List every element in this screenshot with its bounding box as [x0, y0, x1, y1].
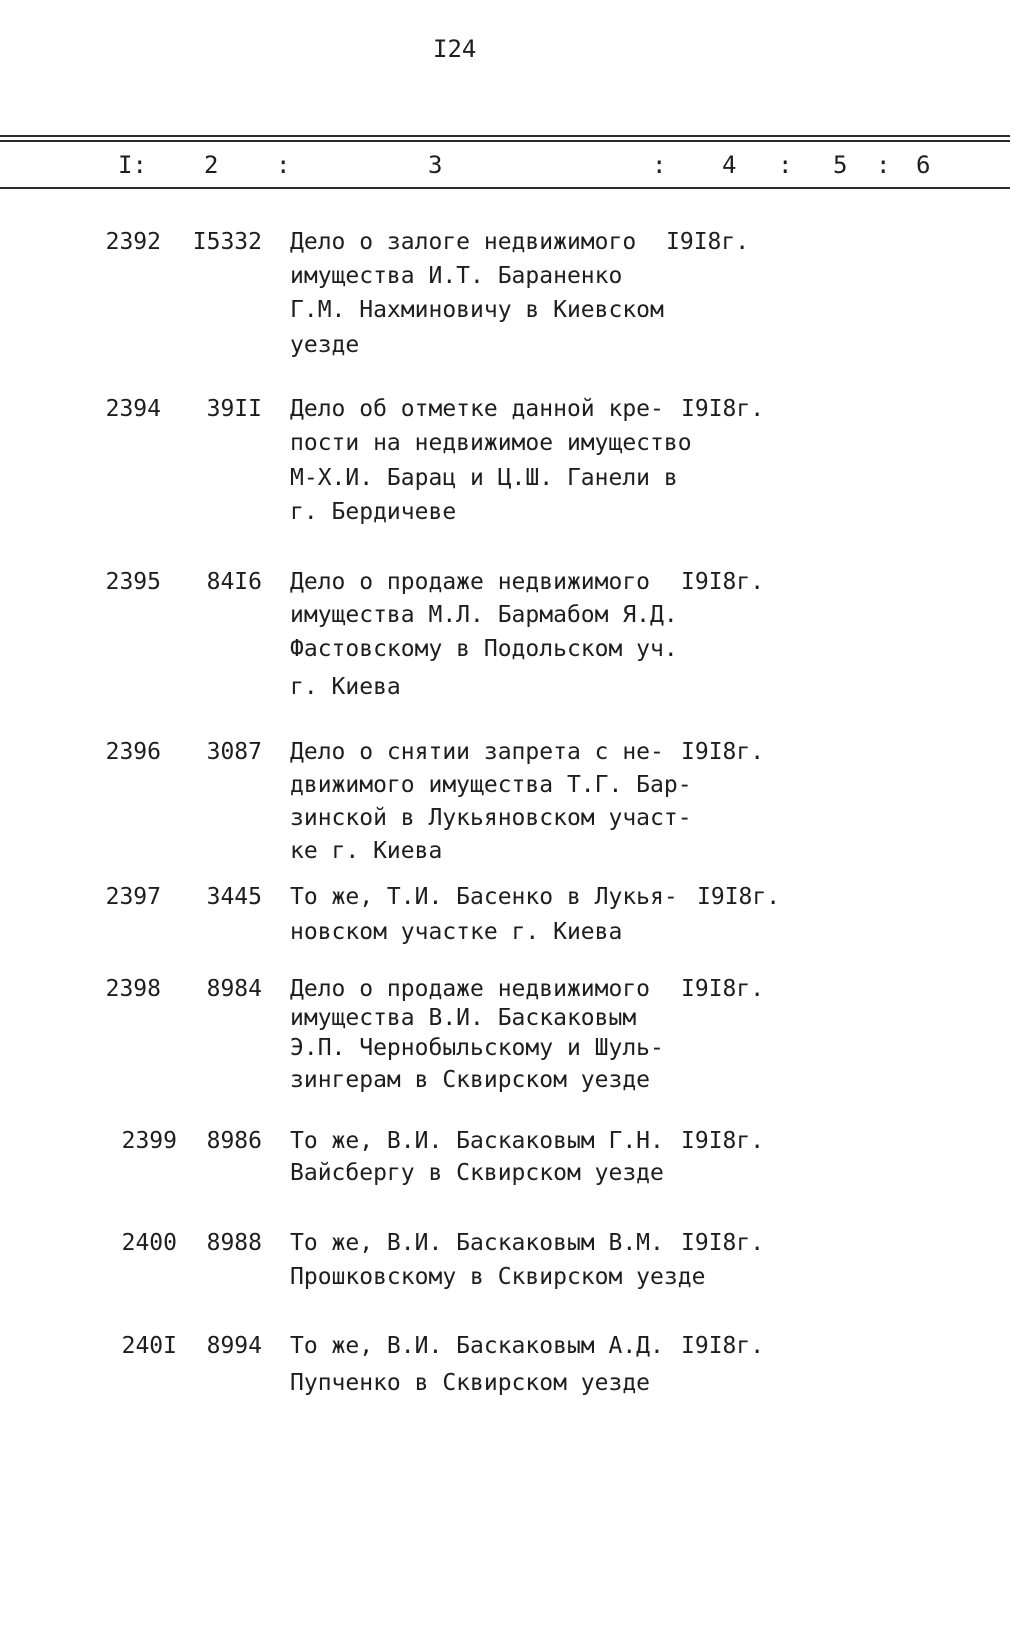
column-header-4: 4 — [722, 151, 737, 179]
entry-title-line: имущества И.Т. Бараненко — [290, 263, 623, 289]
column-header-2: 2 — [204, 151, 219, 179]
entry-year: I9I8г. — [681, 396, 765, 422]
column-header-3: 3 — [428, 151, 443, 179]
case-number: 8988 — [206, 1230, 262, 1256]
entry-year: I9I8г. — [681, 739, 765, 765]
entry-title-line: Дело о продаже недвижимого — [290, 569, 651, 595]
entry-number: 2398 — [105, 976, 161, 1002]
entry-number: 2400 — [121, 1230, 177, 1256]
page-number: I24 — [433, 35, 477, 63]
case-number: 8984 — [206, 976, 262, 1002]
entry-title-line: Пупченко в Сквирском уезде — [290, 1370, 651, 1396]
entry-year: I9I8г. — [681, 976, 765, 1002]
entry-title-line: Дело о продаже недвижимого — [290, 976, 651, 1002]
column-separator: : — [778, 151, 793, 179]
entry-year: I9I8г. — [681, 1128, 765, 1154]
column-header-6: 6 — [916, 151, 931, 179]
entry-year: I9I8г. — [681, 1230, 765, 1256]
entry-title-line: Э.П. Чернобыльскому и Шуль- — [290, 1035, 664, 1061]
case-number: 8994 — [206, 1333, 262, 1359]
entry-title-line: Фастовскому в Подольском уч. — [290, 636, 678, 662]
entry-year: I9I8г. — [681, 1333, 765, 1359]
entry-year: I9I8г. — [681, 569, 765, 595]
case-number: 3445 — [206, 884, 262, 910]
case-number: 84I6 — [206, 569, 262, 595]
entry-title-line: г. Киева — [290, 674, 401, 700]
header-rule-top-second — [0, 140, 1010, 142]
entry-number: 2396 — [105, 739, 161, 765]
entry-number: 240I — [121, 1333, 177, 1359]
entry-title-line: М-Х.И. Барац и Ц.Ш. Ганели в — [290, 465, 678, 491]
entry-number: 2395 — [105, 569, 161, 595]
header-rule-bottom — [0, 187, 1010, 189]
entry-number: 2392 — [105, 229, 161, 255]
entry-title-line: ке г. Киева — [290, 838, 443, 864]
entry-title-line: Вайсбергу в Сквирском уезде — [290, 1160, 664, 1186]
entry-year: I9I8г. — [697, 884, 781, 910]
case-number: 8986 — [206, 1128, 262, 1154]
entry-title-line: г. Бердичеве — [290, 499, 457, 525]
entry-title-line: движимого имущества Т.Г. Бар- — [290, 772, 692, 798]
column-separator: : — [652, 151, 667, 179]
entry-title-line: зинской в Лукьяновском участ- — [290, 805, 692, 831]
entry-title-line: Дело об отметке данной кре- — [290, 396, 664, 422]
entry-title-line: То же, Т.И. Басенко в Лукья- — [290, 884, 678, 910]
column-separator: : — [276, 151, 291, 179]
entry-number: 2394 — [105, 396, 161, 422]
entry-title-line: То же, В.И. Баскаковым В.М. — [290, 1230, 664, 1256]
entry-year: I9I8г. — [666, 229, 750, 255]
entry-title-line: пости на недвижимое имущество — [290, 430, 692, 456]
entry-number: 2397 — [105, 884, 161, 910]
column-header-1: I: — [118, 151, 147, 179]
entry-title-line: зингерам в Сквирском уезде — [290, 1067, 651, 1093]
entry-title-line: Дело о снятии запрета с не- — [290, 739, 664, 765]
case-number: 39II — [206, 396, 262, 422]
entry-title-line: Прошковскому в Сквирском уезде — [290, 1264, 706, 1290]
header-rule-top — [0, 135, 1010, 137]
column-header-5: 5 — [833, 151, 848, 179]
case-number: I5332 — [192, 229, 262, 255]
entry-title-line: уезде — [290, 332, 360, 358]
entry-number: 2399 — [121, 1128, 177, 1154]
entry-title-line: Г.М. Нахминовичу в Киевском — [290, 297, 664, 323]
entry-title-line: имущества В.И. Баскаковым — [290, 1005, 637, 1031]
entry-title-line: То же, В.И. Баскаковым А.Д. — [290, 1333, 664, 1359]
column-separator: : — [876, 151, 891, 179]
case-number: 3087 — [206, 739, 262, 765]
entry-title-line: имущества М.Л. Бармабом Я.Д. — [290, 602, 678, 628]
entry-title-line: новском участке г. Киева — [290, 919, 623, 945]
entry-title-line: То же, В.И. Баскаковым Г.Н. — [290, 1128, 664, 1154]
entry-title-line: Дело о залоге недвижимого — [290, 229, 637, 255]
